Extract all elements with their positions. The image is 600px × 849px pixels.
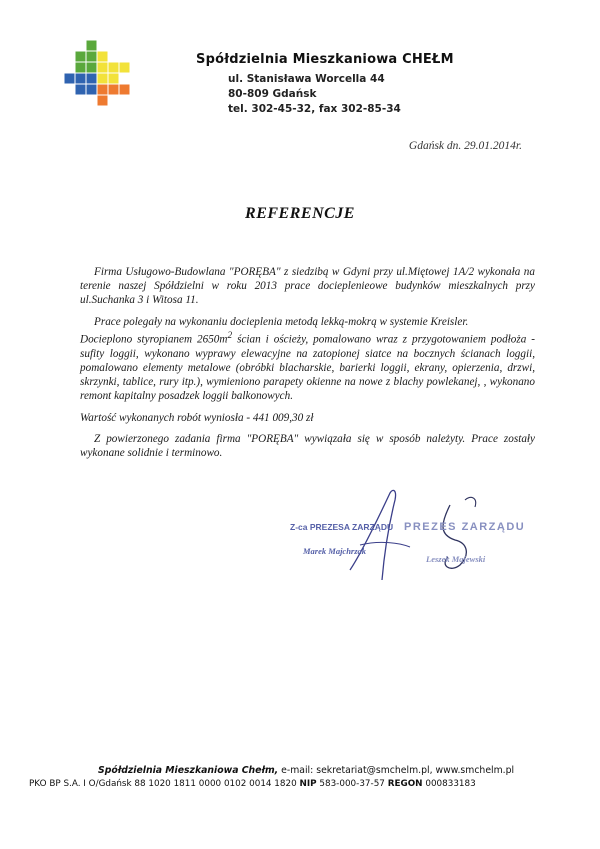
- paragraph-scope: [80, 329, 535, 404]
- document-title: REFERENCJE: [245, 205, 355, 222]
- footer-bank: PKO BP S.A. I O/Gdańsk 88 1020 1811 0000 0102 0014 1820: [29, 779, 300, 789]
- footer-contact-line: [98, 765, 514, 776]
- handwritten-signatures: [290, 485, 530, 595]
- scope-text-rest: ścian i ościeży, pomalowano wraz z przygotowaniem podłoża - sufity loggii, wykonano wyprawy elewacyjne na zatopionej siatce na bocznych ścianach loggii, pomalowano elementy metalowe (obróbki blacharskie, barierki loggii, ekrany, opierzenia, drzwi, skrzynki, tablice, rury itp.), wymieniono parapety okienne na nowe z blachy powlekanej, , wykonano remont kapitalny posadzek loggii balkonowych.: [80, 333, 536, 403]
- footer-nip: 583-000-37-57: [316, 779, 388, 789]
- organization-name: Spółdzielnia Mieszkaniowa CHEŁM: [196, 52, 454, 67]
- stamp-president-name: Leszek Majewski: [426, 554, 486, 564]
- footer-regon: 000833183: [422, 779, 476, 789]
- paragraph-assessment: Z powierzonego zadania firma "PORĘBA" wywiązała się w sposób należyty. Prace zostały wykonane solidnie i terminowo.: [80, 432, 535, 459]
- paragraph-contractor: Firma Usługowo-Budowlana "PORĘBA" z siedzibą w Gdyni przy ul.Miętowej 1A/2 wykonała na terenie naszej Spółdzielni w roku 2013 prace docieplenieowe budynków mieszkalnych przy ul.Suchanka 3 i Witosa 11.: [80, 266, 535, 307]
- scope-superscript: 2: [227, 330, 233, 341]
- footer-regon-label: REGON: [387, 779, 423, 789]
- stamp-deputy-name: Marek Majchrzak: [303, 546, 367, 556]
- cooperative-logo: [62, 38, 132, 110]
- scope-text-start: Docieplono styropianem 2650m: [80, 333, 228, 346]
- letter-body: [80, 265, 535, 460]
- address-city: 80-809 Gdańsk: [228, 88, 317, 100]
- footer-nip-label: NIP: [299, 779, 317, 789]
- paragraph-method: Prace polegały na wykonaniu docieplenia metodą lekką-mokrą w systemie Kreisler.: [94, 315, 469, 328]
- footer-contact: e-mail: sekretariat@smchelm.pl, www.smchelm.pl: [278, 765, 515, 776]
- phone-fax: tel. 302-45-32, fax 302-85-34: [228, 103, 401, 115]
- footer-org-name: Spółdzielnia Mieszkaniowa Chełm,: [98, 765, 279, 776]
- stamp-deputy-title: Z-ca PREZESA ZARZĄDU: [290, 522, 394, 532]
- document-date: Gdańsk dn. 29.01.2014r.: [408, 140, 522, 152]
- stamp-president-title: PREZES ZARZĄDU: [404, 521, 526, 533]
- footer-bank-line: [29, 779, 476, 789]
- address-street: ul. Stanisława Worcella 44: [228, 73, 385, 85]
- paragraph-value: Wartość wykonanych robót wyniosła - 441 009,30 zł: [80, 411, 314, 424]
